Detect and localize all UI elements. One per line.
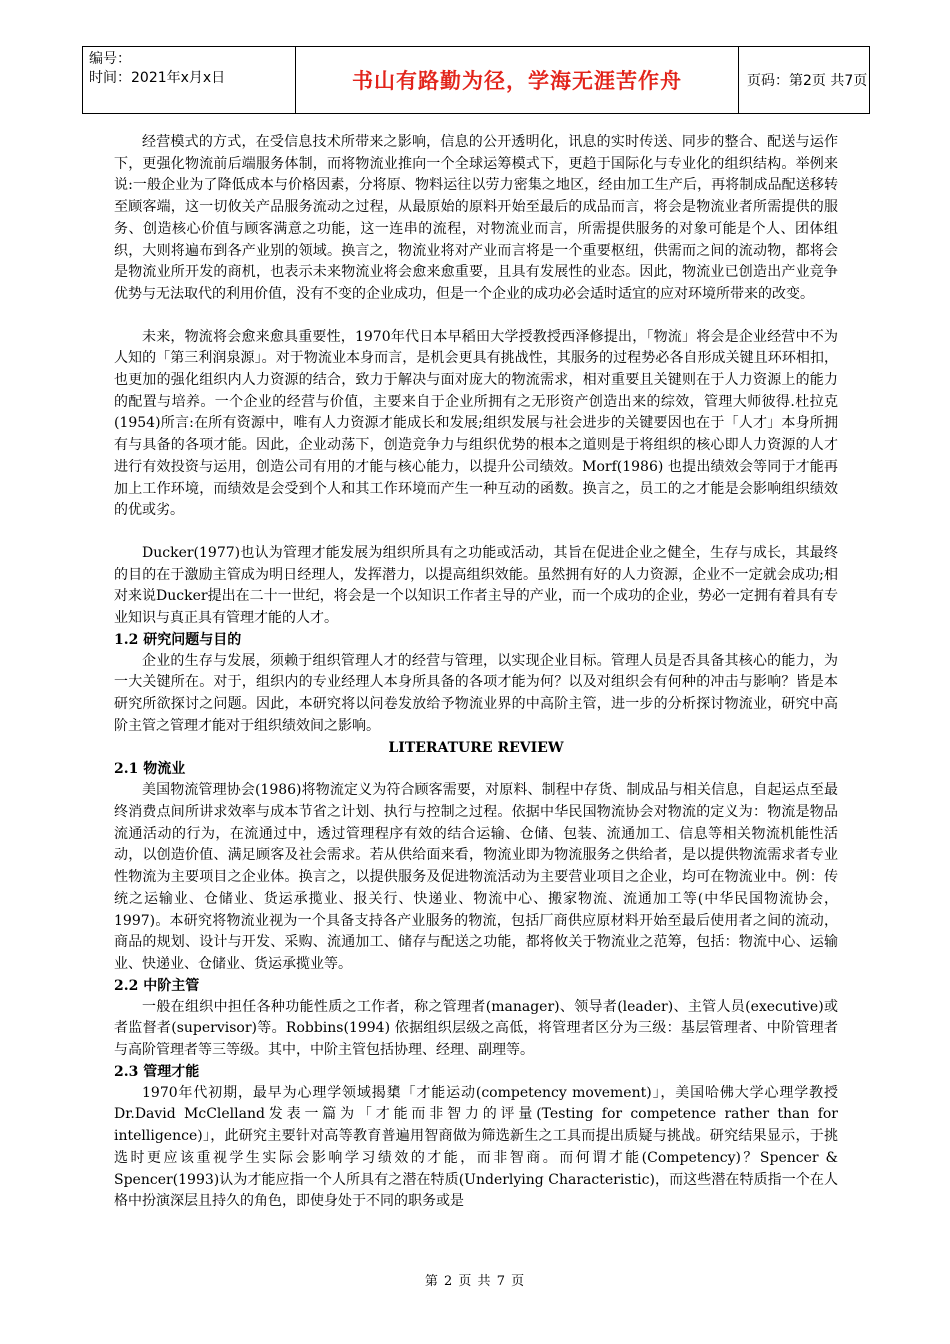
document-body <box>114 132 838 1213</box>
paragraph-1: 经营模式的方式，在受信息技术所带来之影响，信息的公开透明化，讯息的实时传送、同步的整合、配送与运作下，更强化物流前后端服务体制，而将物流业推向一个全球运筹模式下，更趋于国际化与专业化的组织结构。举例来说:一般企业为了降低成本与价格因素，分将原、物料运往以劳力密集之地区，经由加工生产后，再将制成品配送移转至顾客端，这一切攸关产品服务流动之过程，从最原始的原料开始至最后的成品而言，将会是物流业者所需提供的服务、创造核心价值与顾客满意之功能，这一连串的流程，对物流业而言，所需提供服务的对象可能是个人、团体组织，大则将遍布到各产业别的领域。换言之，物流业将对产业而言将是一个重要枢纽，供需而之间的流动物，都将会是物流业所开发的商机，也表示未来物流业将会愈来愈重要，且具有发展性的业态。因此，物流业已创造出产业竞争优势与无法取代的利用价值，没有不变的企业成功，但是一个企业的成功必会适时适宜的应对环境所带来的改变。 <box>114 134 838 302</box>
heading-2-1: 2.1 物流业 <box>114 761 186 778</box>
heading-2-2: 2.2 中阶主管 <box>114 977 200 994</box>
paragraph-2: 未来，物流将会愈来愈具重要性，1970年代日本早稻田大学授教授西泽修提出，「物流」将会是企业经营中不为人知的「第三利润泉源」。对于物流业本身而言，是机会更具有挑战性，其服务的过程势必各自形成关键且环环相扣，也更加的强化组织内人力资源的结合，致力于解决与面对庞大的物流需求，相对重要且关键则在于人力资源上的能力的配置与培养。一个企业的经营与价值，主要来自于企业所拥有之无形资产创造出来的综效，管理大师彼得.杜拉克(1954)所言:在所有资源中，唯有人力资源才能成长和发展;组织发展与社会进步的关键要因也在于「人才」本身所拥有与具备的各项才能。因此，企业动荡下，创造竞争力与组织优势的根本之道则是于将组织的核心即人力资源的人才进行有效投资与运用，创造公司有用的才能与核心能力，以提升公司绩效。Morf(1986) 也提出绩效会等同于才能再加上工作环境，而绩效是会受到个人和其工作环境而产生一种互动的函数。换言之，员工的之才能是会影响组织绩效的优或劣。 <box>114 328 838 519</box>
header-meta <box>83 47 296 113</box>
literature-review-title: LITERATURE REVIEW <box>388 739 564 756</box>
document-date: 时间：2021年x月x日 <box>89 70 226 86</box>
document-number: 编号： <box>89 51 131 67</box>
page-footer: 第 2 页 共 7 页 <box>424 1274 526 1289</box>
paragraph-5: 美国物流管理协会(1986)将物流定义为符合顾客需要，对原料、制程中存货、制成品与相关信息，自起运点至最终消费点间所讲求效率与成本节省之计划、执行与控制之过程。依据中华民国物流协会对物流的定义为：物流是物品流通活动的行为，在流通过中，透过管理程序有效的结合运输、仓储、包装、流通加工、信息等相关物流机能性活动，以创造价值、满足顾客及社会需求。若从供给面来看，物流业即为物流服务之供给者，是以提供物流需求者专业性物流为主要项目之企业体。换言之，以提供服务及促进物流活动为主要营业项目之企业，均可在物流业中。例：传统之运输业、仓储业、货运承揽业、报关行、快递业、物流中心、搬家物流、流通加工等(中华民国物流协会，1997)。本研究将物流业视为一个具备支持各产业服务的物流，包括厂商供应原材料开始至最后使用者之间的流动，商品的规划、设计与开发、采购、流通加工、储存与配送之功能，都将攸关于物流业之范筹，包括：物流中心、运输业、快递业、仓储业、货运承揽业等。 <box>114 782 838 972</box>
heading-1-2: 1.2 研究问题与目的 <box>114 631 242 648</box>
paragraph-3: Ducker(1977)也认为管理才能发展为组织所具有之功能或活动，其旨在促进企业之健全，生存与成长，其最终的目的在于激励主管成为明日经理人，发挥潜力，以提高组织效能。虽然拥有好的人力资源，企业不一定就会成功;相对来说Ducker提出在二十一世纪，将会是一个以知识工作者主导的产业，而一个成功的企业，势必一定拥有着具有专业知识与真正具有管理才能的人才。 <box>114 544 838 627</box>
paragraph-7: 1970年代初期，最早为心理学领域揭橥「才能运动(competency movement)」，美国哈佛大学心理学教授Dr.David McClelland发表一篇为「才能而非智力的评量(Testing for competence rather than for intelligence)」，此研究主要针对高等教育普遍用智商做为筛选新生之工具而提出质疑与挑战。研究结果显示，于挑选时更应该重视学生实际会影响学习绩效的才能，而非智商。而何谓才能(Competency)？Spencer & Spencer(1993)认为才能应指一个人所具有之潜在特质(Underlying Characteristic)，而这些潜在特质指一个在人格中扮演深层且持久的角色，即使身处于不同的职务或是 <box>114 1084 838 1210</box>
paragraph-4: 企业的生存与发展，须赖于组织管理人才的经营与管理，以实现企业目标。管理人员是否具备其核心的能力，为一大关键所在。对于，组织内的专业经理人本身所具备的各项才能为何？以及对组织会有何种的冲击与影响？皆是本研究所欲探讨之问题。因此，本研究将以问卷发放给予物流业界的中高阶主管，进一步的分析探讨物流业，研究中高阶主管之管理才能对于组织绩效间之影响。 <box>114 652 838 734</box>
page-header <box>82 46 870 114</box>
header-page-info: 页码：第2页 共7页 <box>747 73 868 89</box>
header-motto: 书山有路勤为径，学海无涯苦作舟 <box>296 47 739 113</box>
heading-2-3: 2.3 管理才能 <box>114 1063 200 1080</box>
paragraph-6: 一般在组织中担任各种功能性质之工作者，称之管理者(manager)、领导者(leader)、主管人员(executive)或者监督者(supervisor)等。Robbins(1994) 依据组织层级之高低，将管理者区分为三级：基层管理者、中阶管理者与高阶管理者等三等级。其中，中阶主管包括协理、经理、副理等。 <box>114 998 838 1059</box>
